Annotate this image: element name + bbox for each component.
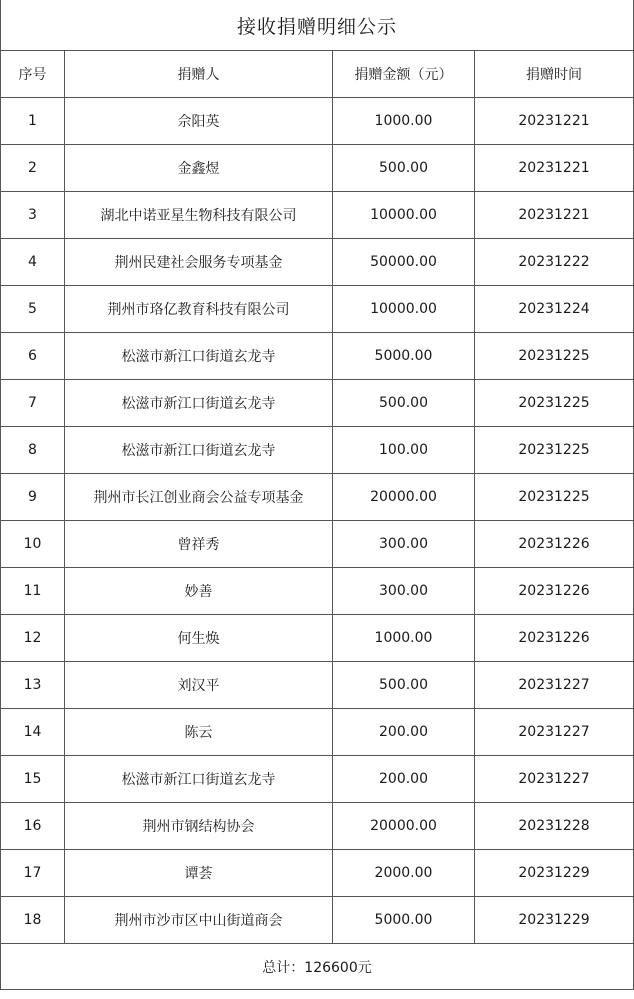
row-date-cell: 20231227 [475,756,634,803]
row-date-cell: 20231227 [475,662,634,709]
row-date-cell: 20231222 [475,239,634,286]
row-amount-cell: 10000.00 [333,286,475,333]
header-date: 捐赠时间 [475,51,634,98]
row-index-cell: 8 [1,427,65,474]
row-date-cell: 20231221 [475,98,634,145]
row-index-cell: 11 [1,568,65,615]
table-row [1,333,634,380]
row-amount-cell: 200.00 [333,756,475,803]
row-amount-cell: 5000.00 [333,333,475,380]
row-amount-cell: 1000.00 [333,98,475,145]
row-amount-cell: 500.00 [333,145,475,192]
row-amount-cell: 1000.00 [333,615,475,662]
row-index-cell: 4 [1,239,65,286]
table-row [1,380,634,427]
row-date-cell: 20231229 [475,850,634,897]
table-row [1,192,634,239]
row-donor-cell: 谭荟 [65,850,333,897]
row-amount-cell: 100.00 [333,427,475,474]
row-index-cell: 2 [1,145,65,192]
row-donor-cell: 荆州民建社会服务专项基金 [65,239,333,286]
row-amount-cell: 300.00 [333,568,475,615]
table-row [1,850,634,897]
row-index-cell: 14 [1,709,65,756]
row-index-cell: 10 [1,521,65,568]
row-amount-cell: 500.00 [333,380,475,427]
row-date-cell: 20231225 [475,333,634,380]
header-amount: 捐赠金额（元） [333,51,475,98]
row-date-cell: 20231227 [475,709,634,756]
table-row [1,709,634,756]
row-date-cell: 20231225 [475,380,634,427]
row-donor-cell: 刘汉平 [65,662,333,709]
row-date-cell: 20231226 [475,521,634,568]
row-donor-cell: 何生焕 [65,615,333,662]
table-row [1,239,634,286]
row-amount-cell: 200.00 [333,709,475,756]
row-amount-cell: 50000.00 [333,239,475,286]
row-index-cell: 1 [1,98,65,145]
row-index-cell: 17 [1,850,65,897]
table-row [1,803,634,850]
row-donor-cell: 松滋市新江口街道玄龙寺 [65,380,333,427]
row-amount-cell: 5000.00 [333,897,475,944]
row-index-cell: 7 [1,380,65,427]
row-donor-cell: 荆州市珞亿教育科技有限公司 [65,286,333,333]
table-row [1,521,634,568]
row-donor-cell: 金鑫煜 [65,145,333,192]
row-donor-cell: 佘阳英 [65,98,333,145]
table-row [1,568,634,615]
row-index-cell: 9 [1,474,65,521]
row-date-cell: 20231221 [475,192,634,239]
row-donor-cell: 荆州市长江创业商会公益专项基金 [65,474,333,521]
row-date-cell: 20231226 [475,615,634,662]
table-row [1,474,634,521]
row-date-cell: 20231221 [475,145,634,192]
row-donor-cell: 陈云 [65,709,333,756]
row-donor-cell: 妙善 [65,568,333,615]
row-donor-cell: 松滋市新江口街道玄龙寺 [65,333,333,380]
row-donor-cell: 松滋市新江口街道玄龙寺 [65,756,333,803]
header-index: 序号 [1,51,65,98]
row-date-cell: 20231226 [475,568,634,615]
table-row [1,662,634,709]
header-donor: 捐赠人 [65,51,333,98]
row-index-cell: 12 [1,615,65,662]
table-row [1,145,634,192]
row-amount-cell: 300.00 [333,521,475,568]
row-index-cell: 16 [1,803,65,850]
page-title: 接收捐赠明细公示 [1,0,634,51]
row-donor-cell: 松滋市新江口街道玄龙寺 [65,427,333,474]
table-row [1,615,634,662]
table-row [1,756,634,803]
row-donor-cell: 荆州市钢结构协会 [65,803,333,850]
row-amount-cell: 2000.00 [333,850,475,897]
row-donor-cell: 荆州市沙市区中山街道商会 [65,897,333,944]
table-header [1,51,634,98]
row-date-cell: 20231228 [475,803,634,850]
row-index-cell: 5 [1,286,65,333]
row-index-cell: 6 [1,333,65,380]
row-amount-cell: 500.00 [333,662,475,709]
table-row [1,98,634,145]
row-index-cell: 15 [1,756,65,803]
table-row [1,427,634,474]
row-date-cell: 20231225 [475,474,634,521]
row-amount-cell: 10000.00 [333,192,475,239]
row-date-cell: 20231224 [475,286,634,333]
table-row [1,286,634,333]
total-summary: 总计：126600元 [1,944,634,990]
row-amount-cell: 20000.00 [333,474,475,521]
row-index-cell: 3 [1,192,65,239]
table-row [1,897,634,944]
row-date-cell: 20231229 [475,897,634,944]
row-index-cell: 13 [1,662,65,709]
row-donor-cell: 湖北中诺亚星生物科技有限公司 [65,192,333,239]
row-donor-cell: 曾祥秀 [65,521,333,568]
row-amount-cell: 20000.00 [333,803,475,850]
row-index-cell: 18 [1,897,65,944]
row-date-cell: 20231225 [475,427,634,474]
